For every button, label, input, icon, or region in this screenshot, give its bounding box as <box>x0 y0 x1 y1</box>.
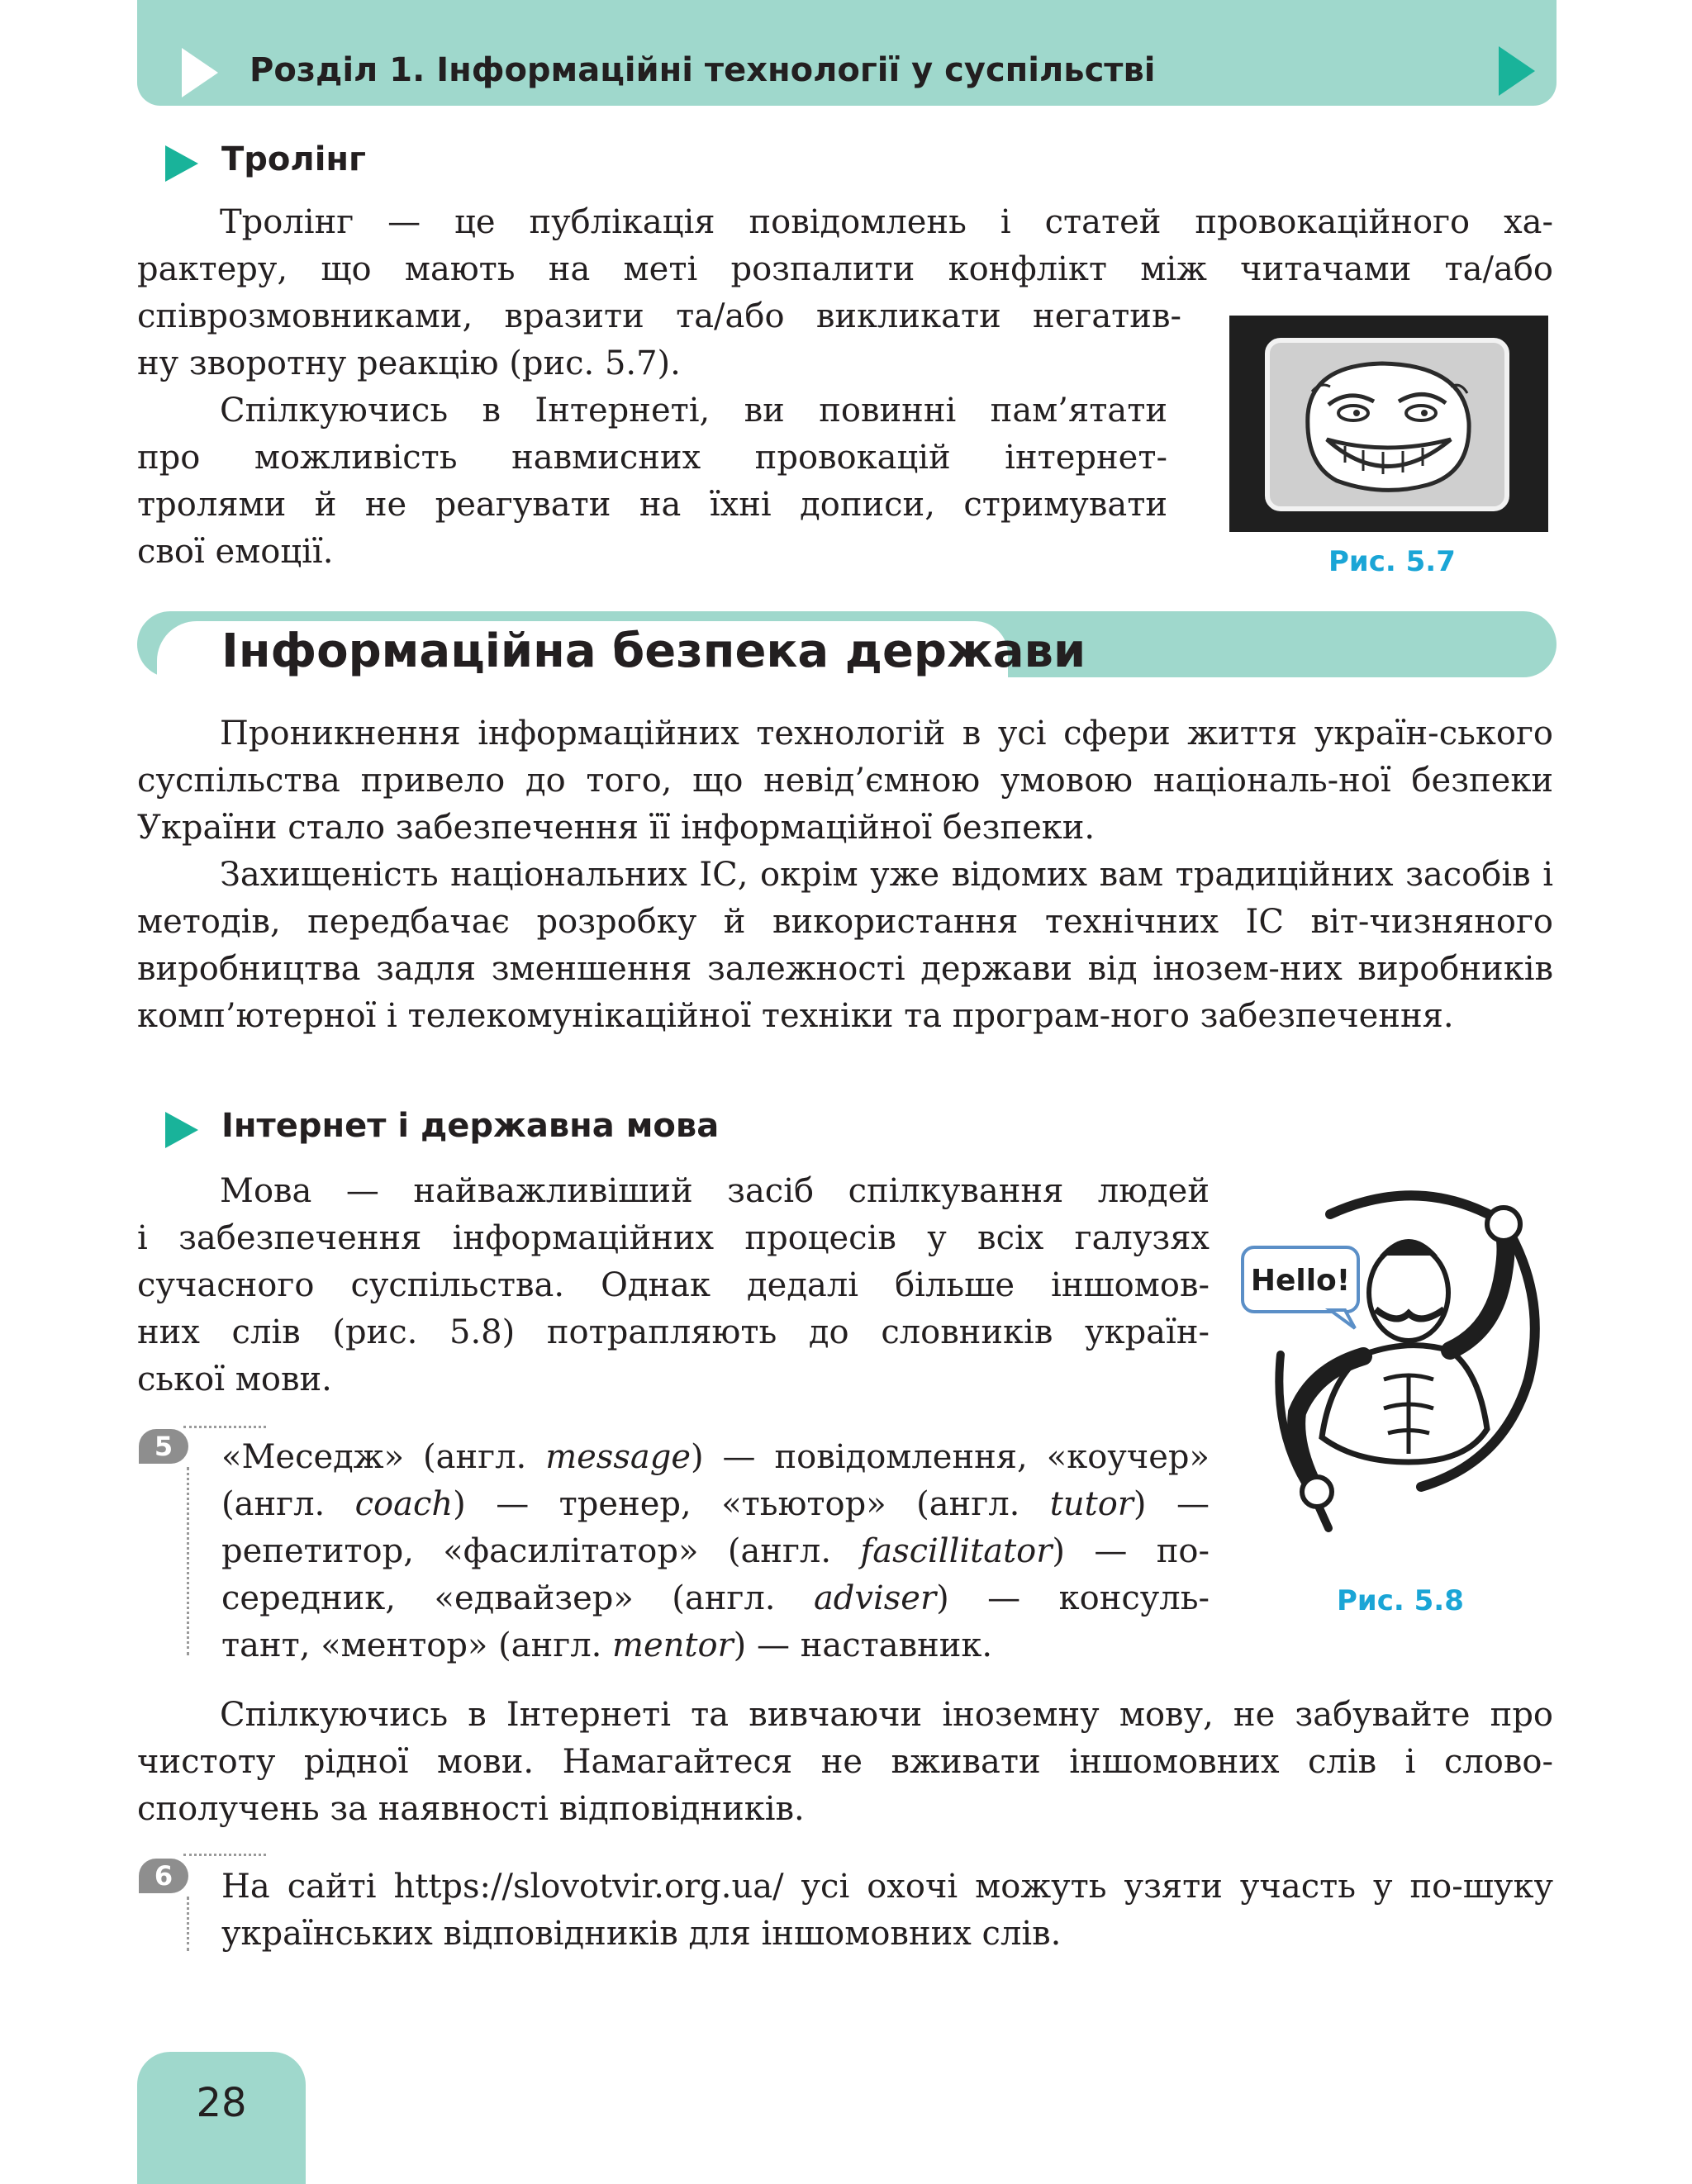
section-title: Інформаційна безпека держави <box>221 624 1086 678</box>
note-5-line <box>221 1622 1210 1669</box>
troll-face-image <box>1229 316 1548 532</box>
note-5-badge: 5 <box>139 1429 188 1464</box>
section-paragraph-1: Проникнення інформаційних технологій в усі сфери життя україн-ського суспільства привело до того, що невід’ємною умовою національ-ної безпеки України стало забезпечення її інформаційної безпеки. <box>137 715 1553 847</box>
header-left-arrow-icon <box>182 48 218 97</box>
language-paragraph-2-text: Спілкуючись в Інтернеті та вивчаючи іноземну мову, не забувайте про чистоту рідної мови. Намагайтеся не вживати іншомовних слів і слово-сполучень за наявності відповідників. <box>137 1696 1553 1828</box>
note-5-line <box>221 1481 1210 1528</box>
language-p1-line-5: ської мови. <box>137 1360 332 1398</box>
note-5-segment: ) — повідомлення, «коучер» <box>690 1438 1210 1476</box>
note-5-segment: ) — <box>1133 1485 1210 1523</box>
trolling-paragraph-2 <box>137 387 1167 576</box>
figure-5-8-caption: Рис. 5.8 <box>1337 1584 1464 1617</box>
page-number: 28 <box>196 2080 247 2126</box>
trolling-paragraph-1-narrow <box>137 293 1181 387</box>
english-term: fascillitator <box>860 1532 1053 1570</box>
english-term: mentor <box>612 1626 734 1664</box>
language-bullet-icon <box>165 1112 198 1148</box>
figure-5-7-caption: Рис. 5.7 <box>1328 545 1456 578</box>
note-5-text <box>221 1434 1210 1669</box>
note-6-side-rule <box>187 1897 189 1951</box>
trolling-p2-line-3: тролями й не реагувати на їхні дописи, стримувати <box>137 486 1167 524</box>
note-6-text-block <box>221 1864 1553 1958</box>
english-term: message <box>545 1438 691 1476</box>
note-5-side-rule <box>187 1467 189 1655</box>
trolling-p2-line-2: про можливість навмисних провокацій інтернет- <box>137 439 1167 477</box>
trolling-paragraph-1 <box>137 199 1553 293</box>
note-5-segment: «Меседж» (англ. <box>221 1438 546 1476</box>
language-paragraph-2 <box>137 1692 1553 1833</box>
note-5-segment: репетитор, «фасилітатор» (англ. <box>221 1532 861 1570</box>
note-5-segment: ) — консуль- <box>936 1579 1210 1617</box>
chapter-title: Розділ 1. Інформаційні технології у суспільстві <box>250 51 1156 89</box>
note-6-badge: 6 <box>139 1859 188 1893</box>
note-5-top-rule <box>183 1426 266 1428</box>
language-p1-line-3: сучасного суспільства. Однак дедалі більше іншомов- <box>137 1266 1210 1304</box>
note-5-line <box>221 1575 1210 1622</box>
trolling-p1-line-3: співрозмовниками, вразити та/або викликати негатив- <box>137 297 1181 335</box>
language-p1-line-2: і забезпечення інформаційних процесів у всіх галузях <box>137 1219 1210 1257</box>
language-paragraph-1 <box>137 1168 1210 1403</box>
english-term: adviser <box>813 1579 937 1617</box>
note-6-text: На сайті https://slovotvir.org.ua/ усі охочі можуть узяти участь у по-шуку українських відповідників для іншомовних слів. <box>221 1868 1553 1953</box>
cossack-illustration <box>1231 1165 1553 1545</box>
trolling-p1-line-2: рактеру, що мають на меті розпалити конфлікт між читачами та/або <box>137 250 1553 288</box>
note-5-segment: середник, «едвайзер» (англ. <box>221 1579 814 1617</box>
note-6-top-rule <box>183 1854 266 1856</box>
trolling-p2-line-4: свої емоції. <box>137 533 334 571</box>
language-p1-line-4: них слів (рис. 5.8) потрапляють до словників україн- <box>137 1313 1210 1351</box>
english-term: coach <box>354 1485 454 1523</box>
section-paragraphs <box>137 710 1553 1040</box>
language-heading: Інтернет і державна мова <box>221 1107 720 1145</box>
note-5-segment: (англ. <box>221 1485 355 1523</box>
note-5-line <box>221 1528 1210 1575</box>
trolling-p1-line-4: ну зворотну реакцію (рис. 5.7). <box>137 344 681 382</box>
section-paragraph-2: Захищеність національних ІС, окрім уже відомих вам традиційних засобів і методів, передбачає розробку й використання технічних ІС віт-чизняного виробництва задля зменшення залежності держави від інозем-них виробників комп’ютерної і телекомунікаційної техніки та програм-ного забезпечення. <box>137 856 1553 1035</box>
language-p1-line-1: Мова — найважливіший засіб спілкування людей <box>220 1172 1210 1210</box>
note-5-segment: тант, «ментор» (англ. <box>221 1626 613 1664</box>
hello-bubble-text: Hello! <box>1250 1264 1351 1298</box>
note-5-segment: ) — наставник. <box>733 1626 993 1664</box>
trolling-bullet-icon <box>165 145 198 182</box>
trolling-p1-line-1: Тролінг — це публікація повідомлень і статей провокаційного ха- <box>220 203 1553 241</box>
note-5-segment: ) — по- <box>1052 1532 1210 1570</box>
english-term: tutor <box>1049 1485 1134 1523</box>
trolling-heading: Тролінг <box>221 140 366 178</box>
note-5-segment: ) — тренер, «тьютор» (англ. <box>453 1485 1050 1523</box>
header-right-arrow-icon <box>1499 46 1535 96</box>
trolling-p2-line-1: Спілкуючись в Інтернеті, ви повинні пам’ятати <box>220 392 1167 430</box>
note-5-line <box>221 1434 1210 1481</box>
